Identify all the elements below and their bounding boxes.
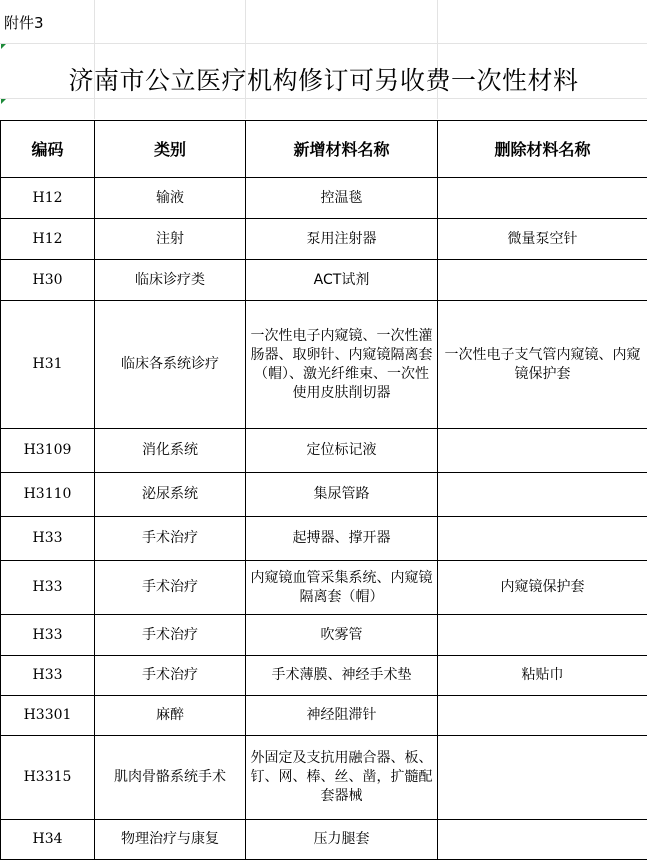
header-removed-materials[interactable]: 删除材料名称 [438, 121, 647, 178]
table-row [1, 696, 647, 736]
cell-code[interactable]: H33 [1, 517, 95, 561]
table-row [1, 429, 647, 473]
cell-category[interactable]: 肌肉骨骼系统手术 [95, 736, 246, 820]
cell-added[interactable]: 定位标记液 [246, 429, 438, 473]
materials-table [0, 120, 647, 860]
table-row [1, 219, 647, 260]
cell-code[interactable]: H34 [1, 820, 95, 860]
cell-added[interactable]: 集尿管路 [246, 473, 438, 517]
cell-code[interactable]: H33 [1, 561, 95, 615]
cell-code[interactable]: H30 [1, 260, 95, 301]
header-row [1, 121, 647, 178]
cell-code[interactable]: H12 [1, 178, 95, 219]
cell-removed[interactable] [438, 696, 647, 736]
cell-removed[interactable] [438, 429, 647, 473]
attachment-label: 附件3 [4, 14, 44, 32]
cell-category[interactable]: 消化系统 [95, 429, 246, 473]
cell-category[interactable]: 手术治疗 [95, 561, 246, 615]
table-row [1, 517, 647, 561]
cell-code[interactable]: H33 [1, 615, 95, 656]
cell-removed[interactable] [438, 820, 647, 860]
cell-removed[interactable]: 微量泵空针 [438, 219, 647, 260]
document-title: 济南市公立医疗机构修订可另收费一次性材料 [68, 66, 579, 95]
header-added-materials[interactable]: 新增材料名称 [246, 121, 438, 178]
cell-added[interactable]: ACT试剂 [246, 260, 438, 301]
grid-line [0, 43, 647, 44]
cell-added[interactable]: 控温毯 [246, 178, 438, 219]
table-row [1, 615, 647, 656]
table-row [1, 260, 647, 301]
cell-removed[interactable]: 一次性电子支气管内窥镜、内窥镜保护套 [438, 301, 647, 429]
table-row [1, 473, 647, 517]
grid-line [94, 0, 95, 119]
cell-code[interactable]: H3110 [1, 473, 95, 517]
cell-category[interactable]: 麻醉 [95, 696, 246, 736]
table-row [1, 561, 647, 615]
cell-added[interactable]: 手术薄膜、神经手术垫 [246, 656, 438, 696]
cell-removed[interactable] [438, 736, 647, 820]
cell-removed[interactable]: 内窥镜保护套 [438, 561, 647, 615]
cell-removed[interactable] [438, 473, 647, 517]
table-row [1, 820, 647, 860]
cell-added[interactable]: 泵用注射器 [246, 219, 438, 260]
cell-category[interactable]: 临床各系统诊疗 [95, 301, 246, 429]
table-row [1, 736, 647, 820]
cell-code[interactable]: H3109 [1, 429, 95, 473]
header-category[interactable]: 类别 [95, 121, 246, 178]
cell-category[interactable]: 泌尿系统 [95, 473, 246, 517]
table-row [1, 301, 647, 429]
cell-removed[interactable]: 粘贴巾 [438, 656, 647, 696]
table-row [1, 178, 647, 219]
cell-code[interactable]: H33 [1, 656, 95, 696]
header-code[interactable]: 编码 [1, 121, 95, 178]
cell-code[interactable]: H12 [1, 219, 95, 260]
cell-added[interactable]: 吹雾管 [246, 615, 438, 656]
cell-category[interactable]: 手术治疗 [95, 656, 246, 696]
cell-category[interactable]: 临床诊疗类 [95, 260, 246, 301]
cell-removed[interactable] [438, 260, 647, 301]
cell-category[interactable]: 输液 [95, 178, 246, 219]
cell-removed[interactable] [438, 517, 647, 561]
cell-code[interactable]: H3315 [1, 736, 95, 820]
cell-removed[interactable] [438, 178, 647, 219]
cell-category[interactable]: 手术治疗 [95, 615, 246, 656]
cell-added[interactable]: 外固定及支抗用融合器、板、钉、网、棒、丝、凿，扩髓配套器械 [246, 736, 438, 820]
grid-line [245, 0, 246, 119]
cell-added[interactable]: 一次性电子内窥镜、一次性灌肠器、取卵针、内窥镜隔离套（帽）、激光纤维束、一次性使用皮肤削切器 [246, 301, 438, 429]
cell-added[interactable]: 神经阻滞针 [246, 696, 438, 736]
cell-code[interactable]: H31 [1, 301, 95, 429]
table-row [1, 656, 647, 696]
grid-line [437, 0, 438, 119]
cell-category[interactable]: 物理治疗与康复 [95, 820, 246, 860]
cell-category[interactable]: 手术治疗 [95, 517, 246, 561]
cell-added[interactable]: 压力腿套 [246, 820, 438, 860]
cell-code[interactable]: H3301 [1, 696, 95, 736]
cell-added[interactable]: 起搏器、撑开器 [246, 517, 438, 561]
cell-comment-mark [1, 44, 6, 49]
cell-category[interactable]: 注射 [95, 219, 246, 260]
cell-added[interactable]: 内窥镜血管采集系统、内窥镜隔离套（帽） [246, 561, 438, 615]
cell-removed[interactable] [438, 615, 647, 656]
